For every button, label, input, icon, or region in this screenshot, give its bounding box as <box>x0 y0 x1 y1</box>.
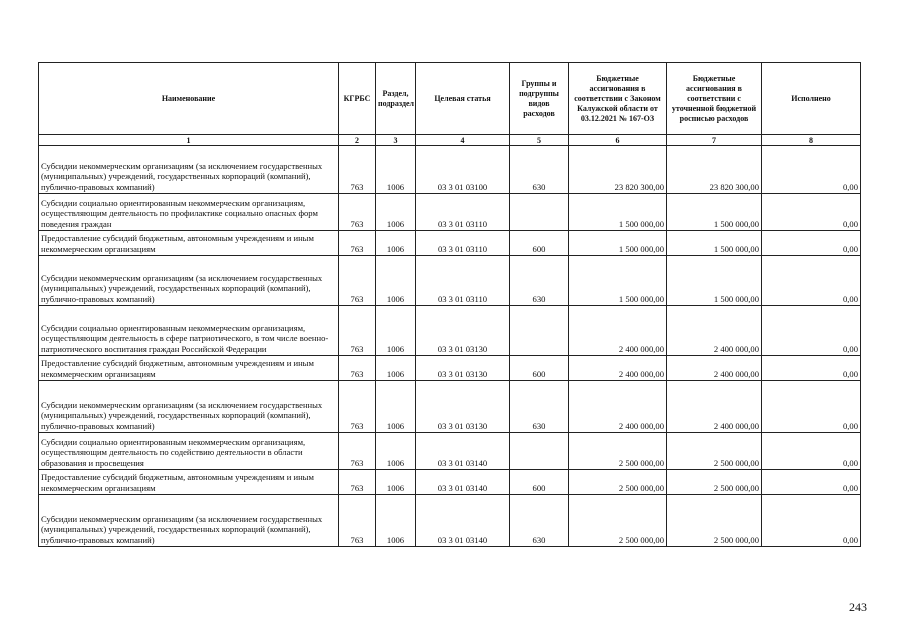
column-header: Бюджетные ассигнования в соответствии с уточненной бюджетной росписью расходов <box>667 63 762 135</box>
column-number: 8 <box>762 135 861 146</box>
cell-target: 03 3 01 03110 <box>416 194 510 231</box>
cell-section: 1006 <box>376 194 416 231</box>
cell-target: 03 3 01 03110 <box>416 256 510 306</box>
cell-name: Субсидии социально ориентированным некоммерческим организациям, осуществляющим деятельность по содействию деятельности в области образования и просвещения <box>39 433 339 470</box>
cell-section: 1006 <box>376 146 416 194</box>
budget-table <box>38 62 861 547</box>
cell-name: Предоставление субсидий бюджетным, автономным учреждениям и иным некоммерческим организациям <box>39 231 339 256</box>
table-body <box>39 146 861 547</box>
cell-group <box>510 194 569 231</box>
cell-group: 600 <box>510 470 569 495</box>
cell-law: 1 500 000,00 <box>569 256 667 306</box>
cell-target: 03 3 01 03130 <box>416 381 510 433</box>
cell-law: 23 820 300,00 <box>569 146 667 194</box>
cell-refined: 2 400 000,00 <box>667 356 762 381</box>
table-row <box>39 231 861 256</box>
cell-kgrbs: 763 <box>339 381 376 433</box>
cell-law: 2 500 000,00 <box>569 433 667 470</box>
cell-law: 2 500 000,00 <box>569 495 667 547</box>
cell-executed: 0,00 <box>762 146 861 194</box>
column-header: Бюджетные ассигнования в соответствии с Законом Калужской области от 03.12.2021 № 167-ОЗ <box>569 63 667 135</box>
column-header: КГРБС <box>339 63 376 135</box>
cell-kgrbs: 763 <box>339 433 376 470</box>
cell-group: 600 <box>510 231 569 256</box>
cell-target: 03 3 01 03140 <box>416 495 510 547</box>
cell-kgrbs: 763 <box>339 194 376 231</box>
column-number: 1 <box>39 135 339 146</box>
page-number: 243 <box>849 600 867 614</box>
cell-executed: 0,00 <box>762 381 861 433</box>
cell-target: 03 3 01 03130 <box>416 356 510 381</box>
cell-section: 1006 <box>376 470 416 495</box>
cell-group: 600 <box>510 356 569 381</box>
cell-target: 03 3 01 03100 <box>416 146 510 194</box>
cell-refined: 1 500 000,00 <box>667 231 762 256</box>
cell-executed: 0,00 <box>762 356 861 381</box>
cell-section: 1006 <box>376 306 416 356</box>
table-row <box>39 306 861 356</box>
cell-executed: 0,00 <box>762 433 861 470</box>
cell-name: Предоставление субсидий бюджетным, автономным учреждениям и иным некоммерческим организациям <box>39 470 339 495</box>
cell-section: 1006 <box>376 381 416 433</box>
cell-name: Субсидии некоммерческим организациям (за исключением государственных (муниципальных) учреждений, государственных корпораций (компаний), публично-правовых компаний) <box>39 381 339 433</box>
cell-kgrbs: 763 <box>339 256 376 306</box>
cell-name: Субсидии социально ориентированным некоммерческим организациям, осуществляющим деятельность в сфере патриотического, в том числе военно-патриотического воспитания граждан Российской Федерации <box>39 306 339 356</box>
cell-name: Предоставление субсидий бюджетным, автономным учреждениям и иным некоммерческим организациям <box>39 356 339 381</box>
cell-group <box>510 306 569 356</box>
cell-refined: 1 500 000,00 <box>667 256 762 306</box>
cell-executed: 0,00 <box>762 194 861 231</box>
column-header: Целевая статья <box>416 63 510 135</box>
cell-law: 2 400 000,00 <box>569 381 667 433</box>
cell-law: 2 400 000,00 <box>569 306 667 356</box>
cell-group: 630 <box>510 381 569 433</box>
cell-target: 03 3 01 03130 <box>416 306 510 356</box>
cell-name: Субсидии некоммерческим организациям (за исключением государственных (муниципальных) учреждений, государственных корпораций (компаний), публично-правовых компаний) <box>39 256 339 306</box>
cell-executed: 0,00 <box>762 231 861 256</box>
table-row <box>39 256 861 306</box>
column-number: 6 <box>569 135 667 146</box>
cell-executed: 0,00 <box>762 495 861 547</box>
cell-law: 1 500 000,00 <box>569 231 667 256</box>
column-number: 7 <box>667 135 762 146</box>
cell-refined: 2 500 000,00 <box>667 433 762 470</box>
cell-target: 03 3 01 03110 <box>416 231 510 256</box>
column-header: Раздел, подраздел <box>376 63 416 135</box>
table-row <box>39 433 861 470</box>
cell-law: 1 500 000,00 <box>569 194 667 231</box>
cell-target: 03 3 01 03140 <box>416 470 510 495</box>
table-row <box>39 146 861 194</box>
table-row <box>39 356 861 381</box>
cell-section: 1006 <box>376 231 416 256</box>
cell-kgrbs: 763 <box>339 231 376 256</box>
cell-kgrbs: 763 <box>339 470 376 495</box>
cell-executed: 0,00 <box>762 470 861 495</box>
cell-refined: 2 400 000,00 <box>667 306 762 356</box>
column-number: 2 <box>339 135 376 146</box>
column-header: Группы и подгруппы видов расходов <box>510 63 569 135</box>
cell-refined: 2 500 000,00 <box>667 470 762 495</box>
table-row <box>39 470 861 495</box>
cell-group: 630 <box>510 146 569 194</box>
column-header: Наименование <box>39 63 339 135</box>
cell-group: 630 <box>510 256 569 306</box>
cell-name: Субсидии некоммерческим организациям (за исключением государственных (муниципальных) учреждений, государственных корпораций (компаний), публично-правовых компаний) <box>39 146 339 194</box>
cell-target: 03 3 01 03140 <box>416 433 510 470</box>
cell-kgrbs: 763 <box>339 495 376 547</box>
cell-kgrbs: 763 <box>339 146 376 194</box>
table-row <box>39 194 861 231</box>
cell-section: 1006 <box>376 433 416 470</box>
cell-refined: 2 400 000,00 <box>667 381 762 433</box>
header-row <box>39 63 861 135</box>
cell-refined: 2 500 000,00 <box>667 495 762 547</box>
cell-name: Субсидии социально ориентированным некоммерческим организациям, осуществляющим деятельность по профилактике социально опасных форм поведения граждан <box>39 194 339 231</box>
column-number: 5 <box>510 135 569 146</box>
cell-name: Субсидии некоммерческим организациям (за исключением государственных (муниципальных) учреждений, государственных корпораций (компаний), публично-правовых компаний) <box>39 495 339 547</box>
cell-executed: 0,00 <box>762 256 861 306</box>
column-number: 4 <box>416 135 510 146</box>
cell-executed: 0,00 <box>762 306 861 356</box>
column-header: Исполнено <box>762 63 861 135</box>
cell-group: 630 <box>510 495 569 547</box>
cell-section: 1006 <box>376 256 416 306</box>
cell-kgrbs: 763 <box>339 356 376 381</box>
cell-section: 1006 <box>376 495 416 547</box>
cell-law: 2 400 000,00 <box>569 356 667 381</box>
table-row <box>39 495 861 547</box>
cell-group <box>510 433 569 470</box>
cell-kgrbs: 763 <box>339 306 376 356</box>
cell-refined: 23 820 300,00 <box>667 146 762 194</box>
column-number: 3 <box>376 135 416 146</box>
column-number-row <box>39 135 861 146</box>
cell-law: 2 500 000,00 <box>569 470 667 495</box>
cell-section: 1006 <box>376 356 416 381</box>
table-row <box>39 381 861 433</box>
cell-refined: 1 500 000,00 <box>667 194 762 231</box>
